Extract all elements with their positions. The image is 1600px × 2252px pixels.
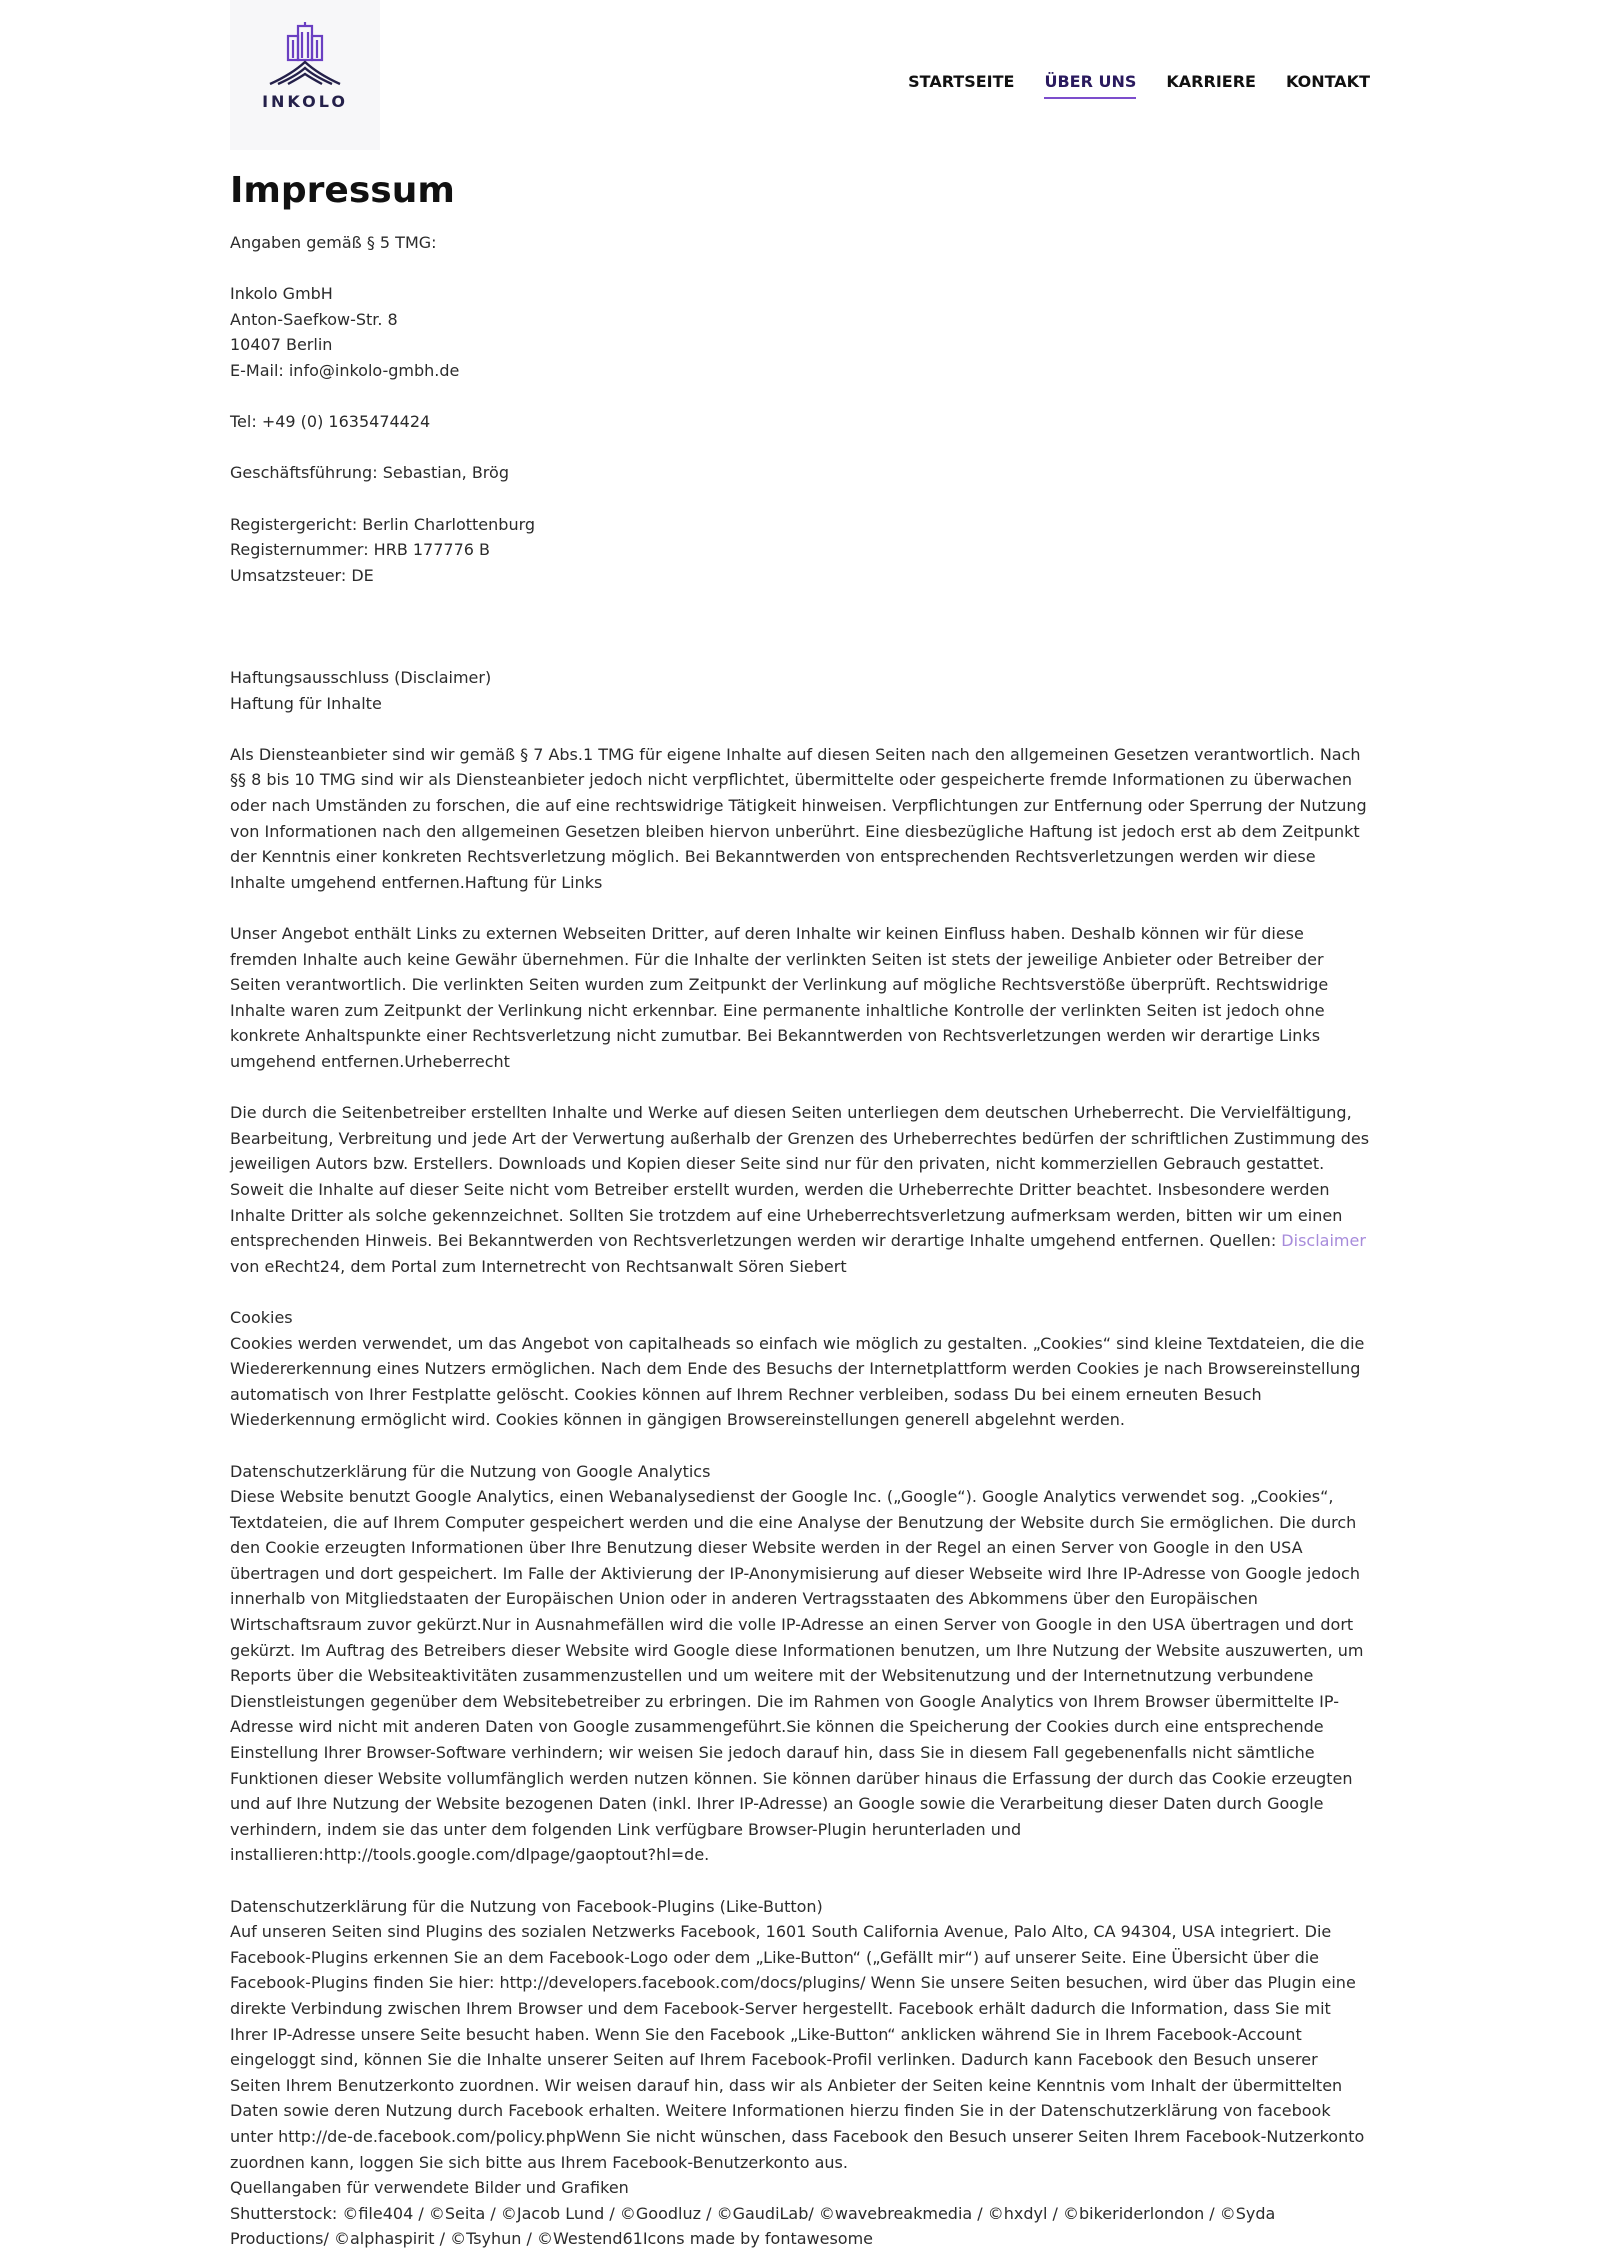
tmg-note: Angaben gemäß § 5 TMG: xyxy=(230,233,437,252)
image-sources-heading: Quellangaben für verwendete Bilder und Grafiken xyxy=(230,2178,629,2198)
disclaimer-link[interactable]: Disclaimer xyxy=(1281,1231,1366,1251)
google-analytics-text: Diese Website benutzt Google Analytics, einen Webanalysedienst der Google Inc. („Google“). Google Analytics verwendet sog. „Cookies“, Textdateien, die auf Ihrem Computer gespeichert werden und die eine Analyse der Benutzung der Website durch Sie ermöglichen. Die durch den Cookie erzeugten Informationen über Ihre Benutzung dieser Website werden in der Regel an einen Server von Google in den USA übertragen und dort gespeichert. Im Falle der Aktivierung der IP-Anonymisierung auf dieser Webseite wird Ihre IP-Adresse von Google jedoch innerhalb von Mitgliedstaaten der Europäischen Union oder in anderen Vertragsstaaten des Abkommens über den Europäischen Wirtschaftsraum zuvor gekürzt.Nur in Ausnahmefällen wird die volle IP-Adresse an einen Server von Google in den USA übertragen und dort gekürzt. Im Auftrag des Betreibers dieser Website wird Google diese Informationen benutzen, um Ihre Nutzung der Website auszuwerten, um Reports über die Websiteaktivitäten zusammenzustellen und um weitere mit der Websitenutzung und der Internetnutzung verbundene Dienstleistungen gegenüber dem Websitebetreiber zu erbringen. Die im Rahmen von Google Analytics von Ihrem Browser übermittelte IP-Adresse wird nicht mit anderen Daten von Google zusammengeführt.Sie können die Speicherung der Cookies durch eine entsprechende Einstellung Ihrer Browser-Software verhindern; wir weisen Sie jedoch darauf hin, dass Sie in diesem Fall gegebenenfalls nicht sämtliche Funktionen dieser Website vollumfänglich werden nutzen können. Sie können darüber hinaus die Erfassung der durch das Cookie erzeugten und auf Ihre Nutzung der Website bezogenen Daten (inkl. Ihrer IP-Adresse) an Google sowie die Verarbeitung dieser Daten durch Google verhindern, indem sie das unter dem folgenden Link verfügbare Browser-Plugin herunterladen und installieren:http://tools.google.com/dlpage/gaoptout?hl=de. xyxy=(230,1487,1364,1865)
management: Geschäftsführung: Sebastian, Brög xyxy=(230,463,509,483)
page-title: Impressum xyxy=(230,170,455,211)
vat-id: Umsatzsteuer: DE xyxy=(230,565,374,585)
logo-text: INKOLO xyxy=(262,92,348,111)
logo-buildings-icon xyxy=(266,22,344,88)
copyright-text xyxy=(230,1100,1370,1279)
register-number: Registernummer: HRB 177776 B xyxy=(230,540,491,560)
logo[interactable] xyxy=(230,0,380,150)
nav-item-startseite[interactable]: STARTSEITE xyxy=(908,72,1015,91)
copyright-text-before: Die durch die Seitenbetreiber erstellten Inhalte und Werke auf diesen Seiten unterliegen dem deutschen Urheberrecht. Die Vervielfältigung, Bearbeitung, Verbreitung und jede Art der Verwertung außerhalb der Grenzen des Urheberrechtes bedürfen der schriftlichen Zustimmung des jeweiligen Autors bzw. Erstellers. Downloads und Kopien dieser Seite sind nur für den privaten, nicht kommerziellen Gebrauch gestattet. Soweit die Inhalte auf dieser Seite nicht vom Betreiber erstellt wurden, werden die Urheberrechte Dritter beachtet. Insbesondere werden Inhalte Dritter als solche gekennzeichnet. Sollten Sie trotzdem auf eine Urheberrechtsverletzung aufmerksam werden, bitten wir um einen entsprechenden Hinweis. Bei Bekanntwerden von Rechtsverletzungen werden wir derartige Inhalte umgehend entfernen. Quellen: xyxy=(230,1103,1370,1251)
cookies-text: Cookies werden verwendet, um das Angebot von capitalheads so einfach wie möglich zu gestalten. „Cookies“ sind kleine Textdateien, die die Wiedererkennung eines Nutzers ermöglichen. Nach dem Ende des Besuchs der Internetplattform werden Cookies je nach Browsereinstellung automatisch von Ihrer Festplatte gelöscht. Cookies können auf Ihrem Rechner verbleiben, sodass Du bei einem erneuten Besuch Wiederkennung ermöglicht wird. Cookies können in gängigen Browsereinstellungen generell abgelehnt werden. xyxy=(230,1333,1365,1430)
content-liability-heading: Haftung für Inhalte xyxy=(230,693,382,713)
impressum-content xyxy=(230,230,1370,2252)
main-nav xyxy=(908,72,1370,99)
nav-item-karriere[interactable]: KARRIERE xyxy=(1166,72,1256,91)
cookies-heading: Cookies xyxy=(230,1307,293,1327)
nav-item-kontakt[interactable]: KONTAKT xyxy=(1285,72,1370,91)
image-sources-text: Shutterstock: ©file404 / ©Seita / ©Jacob Lund / ©Goodluz / ©GaudiLab/ ©wavebreakmedia / ©hxdyl / ©bikeriderlondon / ©Syda Productions/ ©alphaspirit / ©Tsyhun / ©Westend61Icons made by fontawesome xyxy=(230,2203,1276,2249)
site-header xyxy=(230,0,1370,150)
google-analytics-heading: Datenschutzerklärung für die Nutzung von Google Analytics xyxy=(230,1461,711,1481)
page xyxy=(230,0,1370,2252)
register-court: Registergericht: Berlin Charlottenburg xyxy=(230,514,536,534)
content-liability-text: Als Diensteanbieter sind wir gemäß § 7 Abs.1 TMG für eigene Inhalte auf diesen Seiten nach den allgemeinen Gesetzen verantwortlich. Nach §§ 8 bis 10 TMG sind wir als Diensteanbieter jedoch nicht verpflichtet, übermittelte oder gespeicherte fremde Informationen zu überwachen oder nach Umständen zu forschen, die auf eine rechtswidrige Tätigkeit hinweisen. Verpflichtungen zur Entfernung oder Sperrung der Nutzung von Informationen nach den allgemeinen Gesetzen bleiben hiervon unberührt. Eine diesbezügliche Haftung ist jedoch erst ab dem Zeitpunkt der Kenntnis einer konkreten Rechtsverletzung möglich. Bei Bekanntwerden von entsprechenden Rechtsverletzungen werden wir diese Inhalte umgehend entfernen.Haftung für Links xyxy=(230,744,1367,892)
company-name: Inkolo GmbH xyxy=(230,284,333,304)
copyright-text-after: von eRecht24, dem Portal zum Internetrecht von Rechtsanwalt Sören Siebert xyxy=(230,1256,847,1276)
street-address: Anton-Saefkow-Str. 8 xyxy=(230,309,398,329)
disclaimer-heading: Haftungsausschluss (Disclaimer) xyxy=(230,668,492,688)
facebook-plugins-heading: Datenschutzerklärung für die Nutzung von Facebook-Plugins (Like-Button) xyxy=(230,1896,823,1916)
phone-number: Tel: +49 (0) 1635474424 xyxy=(230,412,431,432)
city-address: 10407 Berlin xyxy=(230,335,333,355)
email-address: E-Mail: info@inkolo-gmbh.de xyxy=(230,360,460,380)
links-liability-text: Unser Angebot enthält Links zu externen Webseiten Dritter, auf deren Inhalte wir keinen Einfluss haben. Deshalb können wir für diese fremden Inhalte auch keine Gewähr übernehmen. Für die Inhalte der verlinkten Seiten ist stets der jeweilige Anbieter oder Betreiber der Seiten verantwortlich. Die verlinkten Seiten wurden zum Zeitpunkt der Verlinkung auf mögliche Rechtsverstöße überprüft. Rechtswidrige Inhalte waren zum Zeitpunkt der Verlinkung nicht erkennbar. Eine permanente inhaltliche Kontrolle der verlinkten Seiten ist jedoch ohne konkrete Anhaltspunkte einer Rechtsverletzung nicht zumutbar. Bei Bekanntwerden von Rechtsverletzungen werden wir derartige Links umgehend entfernen.Urheberrecht xyxy=(230,924,1329,1072)
facebook-plugins-text: Auf unseren Seiten sind Plugins des sozialen Netzwerks Facebook, 1601 South California Avenue, Palo Alto, CA 94304, USA integriert. Die Facebook-Plugins erkennen Sie an dem Facebook-Logo oder dem „Like-Button“ („Gefällt mir“) auf unserer Seite. Eine Übersicht über die Facebook-Plugins finden Sie hier: http://developers.facebook.com/docs/plugins/ Wenn Sie unsere Seiten besuchen, wird über das Plugin eine direkte Verbindung zwischen Ihrem Browser und dem Facebook-Server hergestellt. Facebook erhält dadurch die Information, dass Sie mit Ihrer IP-Adresse unsere Seite besucht haben. Wenn Sie den Facebook „Like-Button“ anklicken während Sie in Ihrem Facebook-Account eingeloggt sind, können Sie die Inhalte unserer Seiten auf Ihrem Facebook-Profil verlinken. Dadurch kann Facebook den Besuch unserer Seiten Ihrem Benutzerkonto zuordnen. Wir weisen darauf hin, dass wir als Anbieter der Seiten keine Kenntnis vom Inhalt der übermittelten Daten sowie deren Nutzung durch Facebook erhalten. Weitere Informationen hierzu finden Sie in der Datenschutzerklärung von facebook unter http://de-de.facebook.com/policy.phpWenn Sie nicht wünschen, dass Facebook den Besuch unserer Seiten Ihrem Facebook-Nutzerkonto zuordnen kann, loggen Sie sich bitte aus Ihrem Facebook-Benutzerkonto aus. xyxy=(230,1922,1365,2172)
nav-item-ueber-uns[interactable]: ÜBER UNS xyxy=(1044,72,1136,99)
